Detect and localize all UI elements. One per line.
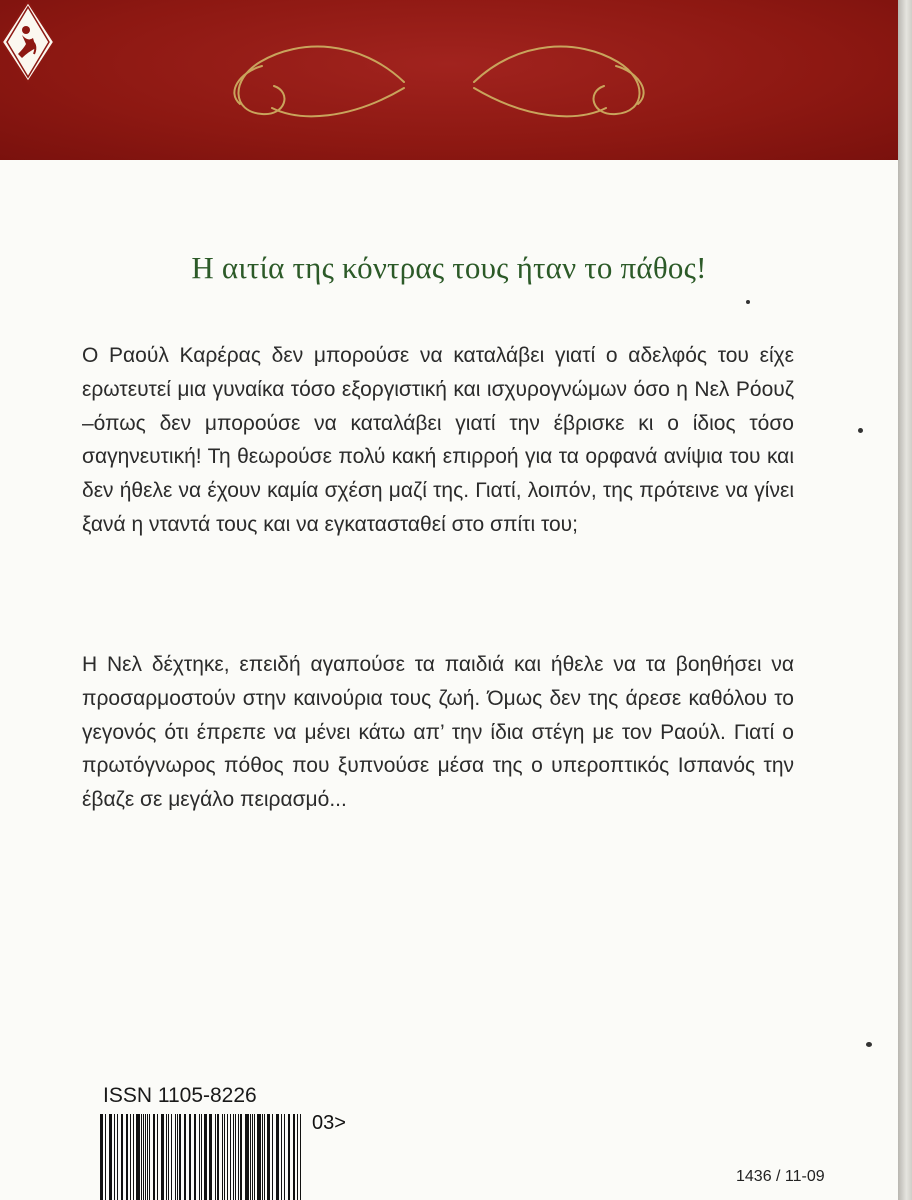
print-speck — [866, 1042, 872, 1047]
barcode-icon — [98, 1114, 328, 1200]
publisher-logo-icon — [0, 0, 56, 84]
print-speck — [858, 428, 863, 433]
issue-code: 1436 / 11-09 — [736, 1168, 825, 1185]
gold-ornament — [0, 0, 898, 160]
print-speck — [746, 300, 750, 304]
issn-number: ISSN 1105-8226 — [103, 1084, 257, 1107]
synopsis-paragraph-2: Η Νελ δέχτηκε, επειδή αγαπούσε τα παιδιά και ήθελε να τα βοηθήσει να προσαρμοστούν στην καινούρια τους ζωή. Όμως δεν της άρεσε καθόλου το γεγονός ότι έπρεπε να μένει κάτω απ’ την ίδια στέγη με τον Ραούλ. Γιατί ο πρωτόγνωρος πόθος που ξυπνούσε μέσα της ο υπεροπτικός Ισπανός την έβαζε σε μεγάλο πειρασμό... — [82, 653, 794, 812]
headline: Η αιτία της κόντρας τους ήταν το πάθος! — [191, 250, 707, 285]
barcode-addon: 03> — [312, 1112, 346, 1134]
red-banner — [0, 0, 898, 160]
synopsis-paragraph-1: Ο Ραούλ Καρέρας δεν μπορούσε να καταλάβει γιατί ο αδελφός του είχε ερωτευτεί μια γυναίκα τόσο εξοργιστική και ισχυρογνώμων όσο η Νελ Ρόουζ –όπως δεν μπορούσε να καταλάβει γιατί την έβρισκε κι ο ίδιος τόσο σαγηνευτική! Τη θεωρούσε πολύ κακή επιρροή για τα ορφανά ανίψια του και δεν ήθελε να έχουν καμία σχέση μαζί της. Γιατί, λοιπόν, της πρότεινε να γίνει ξανά η νταντά τους και να εγκατασταθεί στο σπίτι του; — [82, 344, 794, 536]
